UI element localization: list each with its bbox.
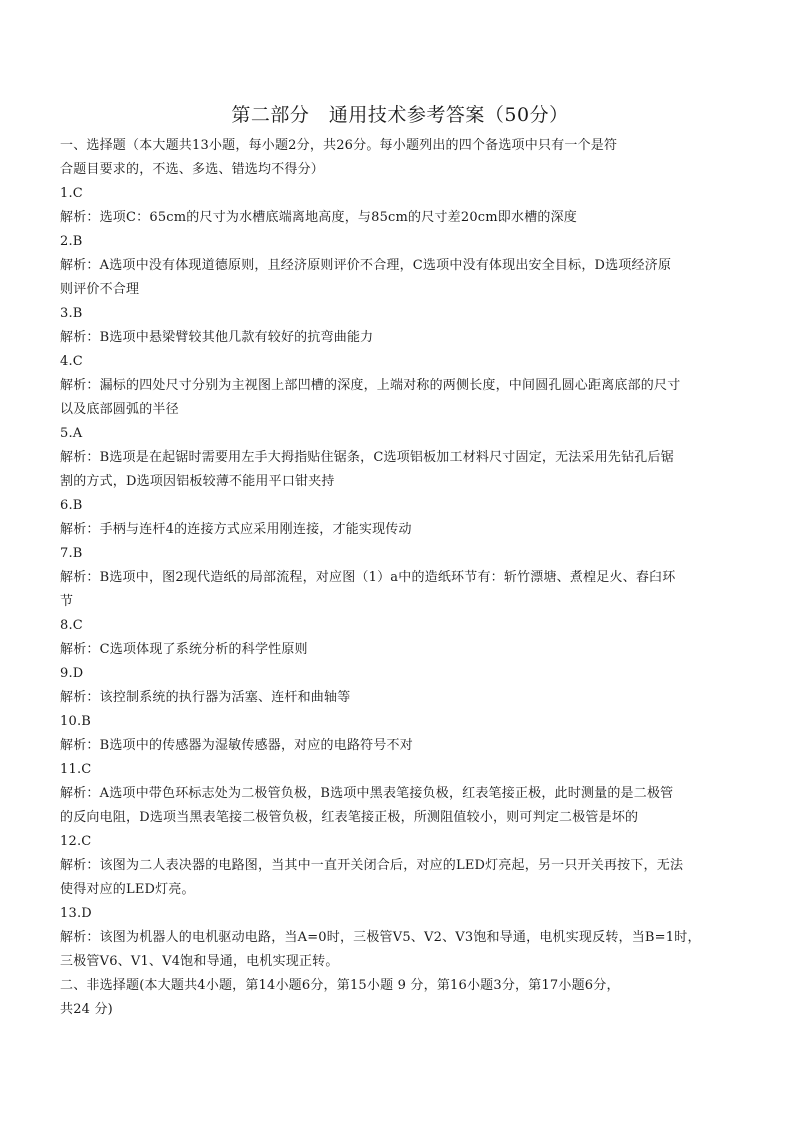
answer-item [60, 614, 740, 662]
answer-explanation-line: 三极管V6、V1、V4饱和导通，电机实现正转。 [60, 954, 339, 969]
answer-choice: 1.C [60, 186, 83, 201]
answer-explanation-line: 的反向电阻，D选项当黑表笔接二极管负极，红表笔接正极，所测阻值较小，则可判定二极管是坏的 [60, 810, 639, 825]
section-1-heading: 一、选择题（本大题共13小题，每小题2分，共26分。每小题列出的四个备选项中只有一个是符 [60, 138, 618, 153]
answer-explanation-line: 解析：该图为机器人的电机驱动电路，当A=0时，三极管V5、V2、V3饱和导通，电机实现反转，当B=1时， [60, 930, 701, 945]
answer-choice: 11.C [60, 762, 92, 777]
answer-item [60, 542, 740, 614]
answer-choice: 5.A [60, 426, 83, 441]
answer-explanation-line: 节 [60, 594, 74, 609]
answer-explanation-line: 解析：手柄与连杆4的连接方式应采用刚连接，才能实现传动 [60, 522, 412, 537]
answer-explanation-line: 解析：A选项中带色环标志处为二极管负极，B选项中黑表笔接负极，红表笔接正极，此时测量的是二极管 [60, 786, 674, 801]
answer-item [60, 494, 740, 542]
answer-choice: 8.C [60, 618, 83, 633]
answer-explanation-line: 解析：漏标的四处尺寸分别为主视图上部凹槽的深度，上端对称的两侧长度，中间圆孔圆心距离底部的尺寸 [60, 378, 681, 393]
answer-choice: 10.B [60, 714, 92, 729]
answer-explanation-line: 解析：该控制系统的执行器为活塞、连杆和曲轴等 [60, 690, 351, 705]
answer-item [60, 662, 740, 710]
section-2-heading-cont: 共24 分) [60, 1002, 113, 1017]
answer-item [60, 758, 740, 830]
answers-list [60, 182, 740, 974]
answer-item [60, 710, 740, 758]
answer-item [60, 230, 740, 302]
answer-explanation-line: 则评价不合理 [60, 282, 140, 297]
answer-explanation-line: 解析：A选项中没有体现道德原则，且经济原则评价不合理，C选项中没有体现出安全目标，D选项经济原 [60, 258, 672, 273]
answer-explanation-line: 解析：C选项体现了系统分析的科学性原则 [60, 642, 308, 657]
answer-choice: 7.B [60, 546, 83, 561]
answer-choice: 6.B [60, 498, 83, 513]
answer-choice: 4.C [60, 354, 83, 369]
answer-explanation-line: 解析：B选项是在起锯时需要用左手大拇指贴住锯条，C选项铝板加工材料尺寸固定，无法采用先钻孔后锯 [60, 450, 674, 465]
answer-item [60, 902, 740, 974]
section-1-heading-cont: 合题目要求的，不选、多选、错选均不得分） [60, 162, 325, 177]
answer-item [60, 302, 740, 350]
answer-explanation-line: 解析：选项C：65cm的尺寸为水槽底端离地高度，与85cm的尺寸差20cm即水槽的深度 [60, 210, 577, 225]
answer-explanation-line: 使得对应的LED灯亮。 [60, 882, 195, 897]
answer-explanation-line: 以及底部圆弧的半径 [60, 402, 179, 417]
section-2-heading: 二、非选择题(本大题共4小题，第14小题6分，第15小题 9 分，第16小题3分，第17小题6分， [60, 978, 620, 993]
answer-sheet [60, 100, 740, 1022]
answer-item [60, 350, 740, 422]
answer-choice: 2.B [60, 234, 83, 249]
answer-choice: 13.D [60, 906, 92, 921]
answer-explanation-line: 割的方式，D选项因铝板较薄不能用平口钳夹持 [60, 474, 335, 489]
answer-explanation-line: 解析：该图为二人表决器的电路图，当其中一直开关闭合后，对应的LED灯亮起，另一只开关再按下，无法 [60, 858, 684, 873]
answer-explanation-line: 解析：B选项中的传感器为湿敏传感器，对应的电路符号不对 [60, 738, 413, 753]
answer-item [60, 422, 740, 494]
answer-item [60, 182, 740, 230]
answer-choice: 12.C [60, 834, 92, 849]
answer-choice: 9.D [60, 666, 84, 681]
answer-explanation-line: 解析：B选项中，图2现代造纸的局部流程，对应图（1）a中的造纸环节有：斩竹漂塘、煮楻足火、舂臼环 [60, 570, 676, 585]
page-title: 第二部分 通用技术参考答案（50分） [231, 104, 569, 126]
answer-explanation-line: 解析：B选项中悬梁臂较其他几款有较好的抗弯曲能力 [60, 330, 374, 345]
answer-item [60, 830, 740, 902]
answer-choice: 3.B [60, 306, 83, 321]
